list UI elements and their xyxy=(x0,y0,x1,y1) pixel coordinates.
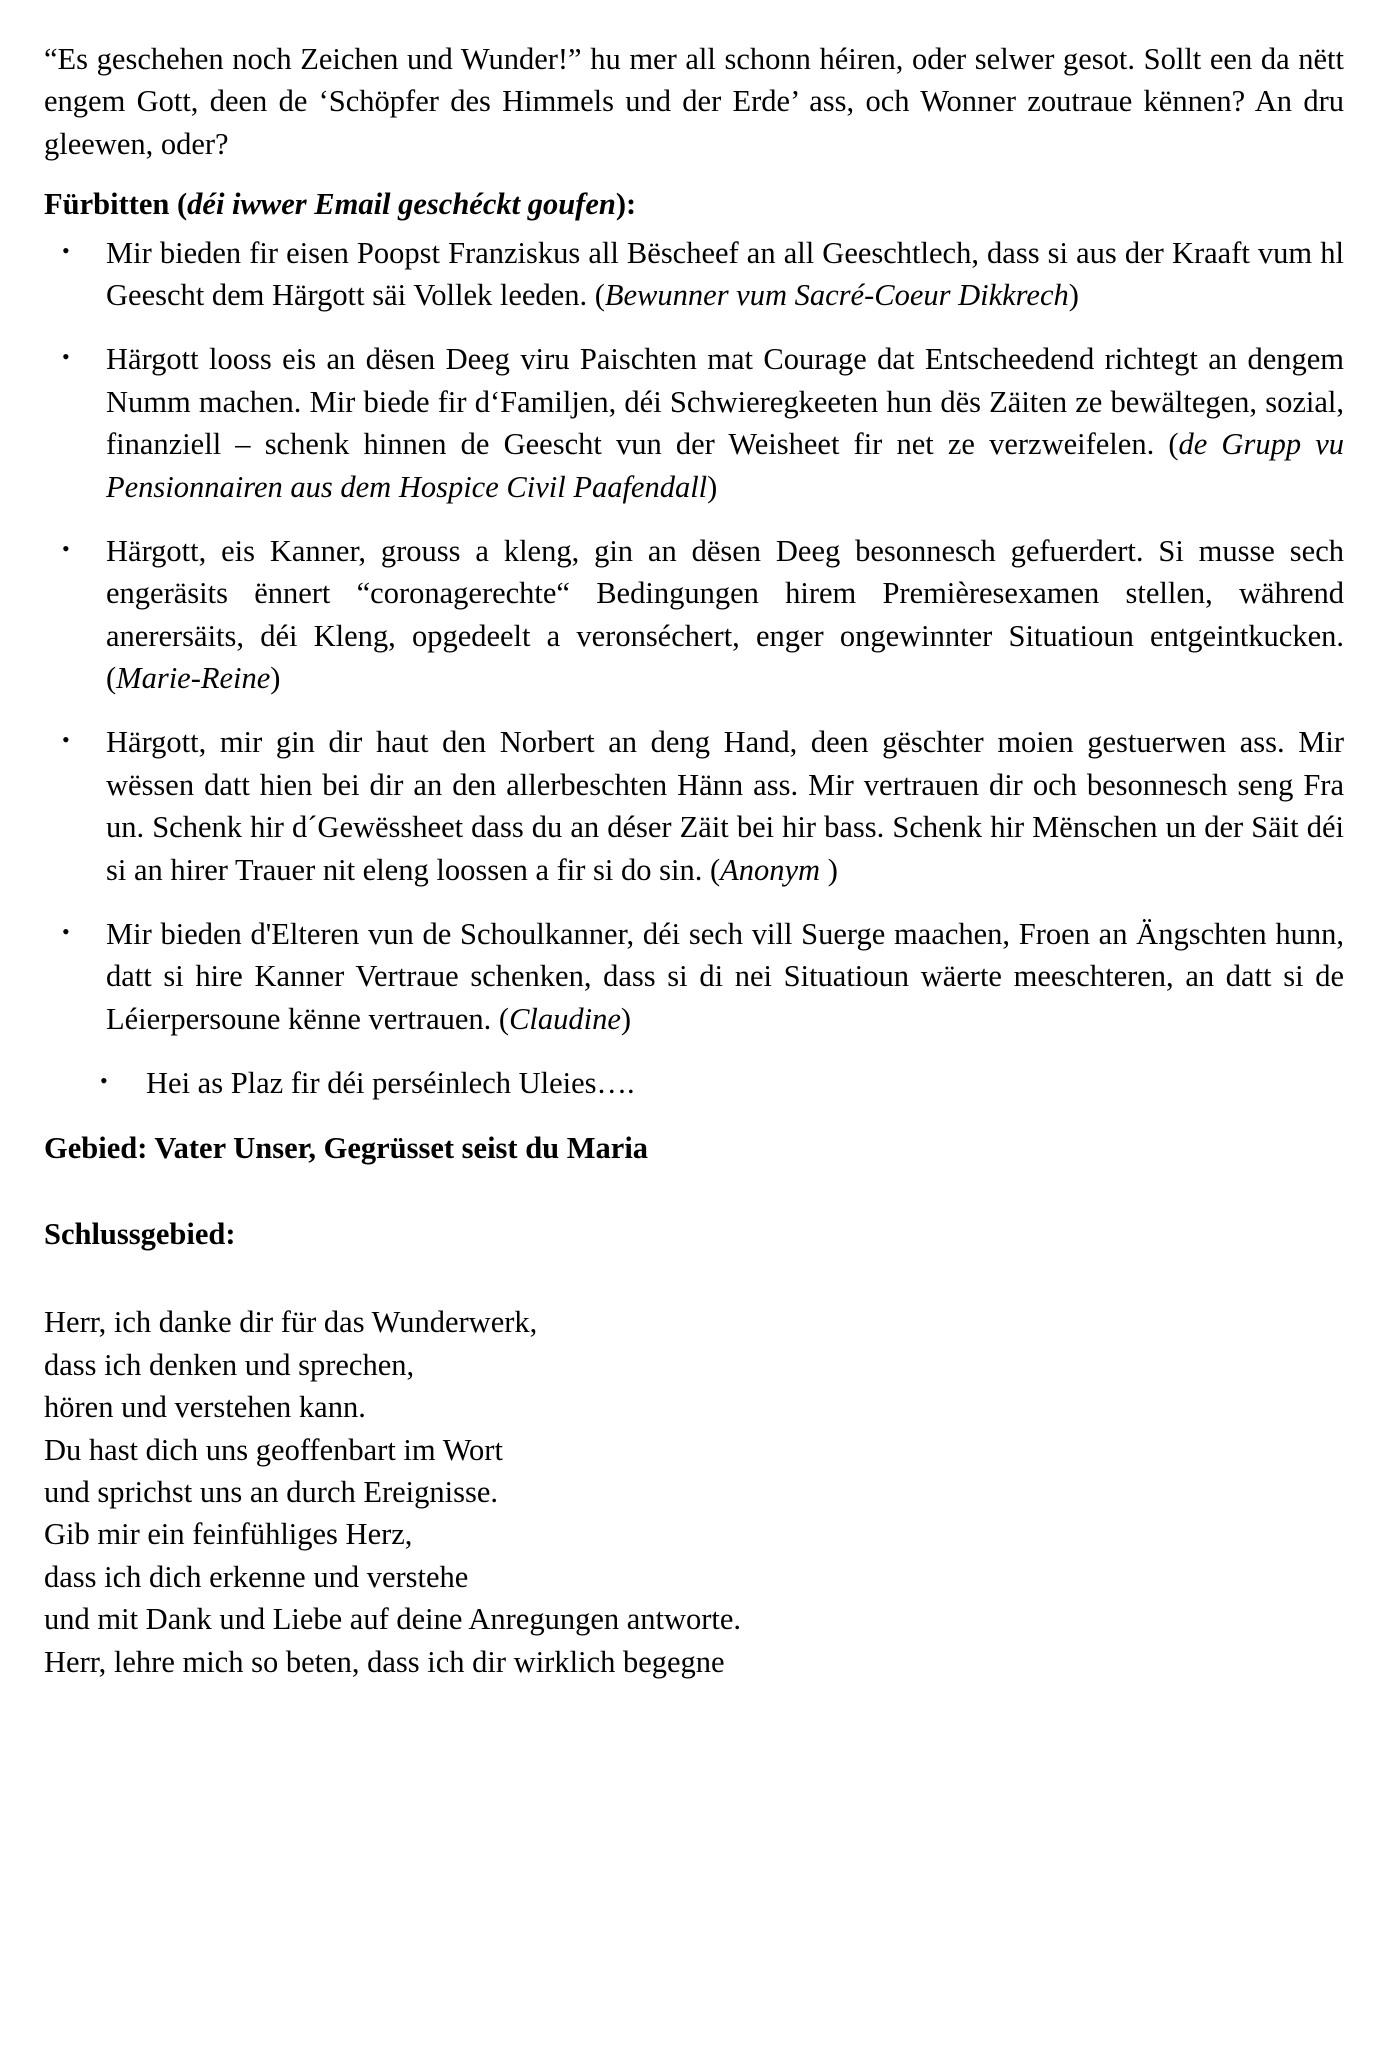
petition-attribution: Marie-Reine xyxy=(116,661,271,696)
prayer-line: Herr, ich danke dir für das Wunderwerk, xyxy=(44,1305,538,1340)
list-item xyxy=(44,530,1346,700)
prayer-line: Du hast dich uns geoffenbart im Wort xyxy=(44,1432,503,1467)
petition-attribution: de Grupp vu Pensionnairen aus dem Hospice Civil Paafendall xyxy=(106,427,1344,504)
petition-text: Mir bieden d'Elteren vun de Schoulkanner, déi sech vill Suerge maachen, Froen an Ängschten hunn, datt si hire Kanner Vertraue schenken, dass si di nei Situatioun wäerte meeschteren, an datt si de Léierpersoune kënne vertrauen. ( xyxy=(106,917,1344,1036)
petitions-heading xyxy=(44,183,1346,225)
intro-paragraph: “Es geschehen noch Zeichen und Wunder!” hu mer all schonn héiren, oder selwer gesot. Sollt een da nëtt engem Gott, deen de ‘Schöpfer des Himmels und der Erde’ ass, och Wonner zoutraue kënnen? An dru gleewen, oder? xyxy=(44,42,1344,161)
petitions-heading-italic: déi iwwer Email geschéckt goufen xyxy=(187,187,616,222)
closing-heading: Schlussgebied: xyxy=(44,1216,236,1251)
petition-text: Mir bieden fir eisen Poopst Franziskus all Bëscheef an all Geeschtlech, dass si aus der Kraaft vum hl Geescht dem Härgott säi Vollek leeden. ( xyxy=(106,235,1344,312)
petition-closing: ) xyxy=(270,661,281,696)
list-item xyxy=(44,721,1346,891)
petition-closing: ) xyxy=(1068,277,1079,312)
petitions-list xyxy=(44,232,1346,1105)
prayer-line: und sprichst uns an durch Ereignisse. xyxy=(44,1474,499,1509)
petitions-heading-prefix: Fürbitten ( xyxy=(44,187,188,222)
list-item-sub xyxy=(44,1062,1346,1104)
prayer-heading: Gebied: Vater Unser, Gegrüsset seist du Maria xyxy=(44,1130,649,1165)
prayer-line: hören und verstehen kann. xyxy=(44,1390,366,1425)
prayer-line: dass ich denken und sprechen, xyxy=(44,1347,415,1382)
prayer-line: und mit Dank und Liebe auf deine Anregungen antworte. xyxy=(44,1602,742,1637)
closing-prayer xyxy=(44,1301,1346,1683)
prayer-line: dass ich dich erkenne und verstehe xyxy=(44,1559,469,1594)
sub-petition-text: Hei as Plaz fir déi perséinlech Uleies…. xyxy=(146,1066,635,1101)
petition-attribution: Anonym xyxy=(720,852,828,887)
petition-closing: ) xyxy=(707,469,718,504)
petition-text: Härgott looss eis an dësen Deeg viru Paischten mat Courage dat Entscheedend richtegt an dengem Numm machen. Mir biede fir d‘Familjen, déi Schwieregkeeten hun dës Zäiten ze bewältegen, sozial, finanziell – schenk hinnen de Geescht vun der Weisheet fir net ze verzweifelen. ( xyxy=(106,342,1344,462)
list-item xyxy=(44,338,1346,508)
prayer-line: Herr, lehre mich so beten, dass ich dir wirklich begegne xyxy=(44,1644,725,1679)
list-item xyxy=(44,913,1346,1040)
petition-text: Härgott, mir gin dir haut den Norbert an deng Hand, deen gëschter moien gestuerwen ass. Mir wëssen datt hien bei dir an den allerbeschten Hänn ass. Mir vertrauen dir och besonnesch seng Fra un. Schenk hir d´Gewëssheet dass du an déser Zäit bei hir bass. Schenk hir Mënschen un der Säit déi si an hirer Trauer nit eleng loossen a fir si do sin. ( xyxy=(106,725,1344,887)
prayer-line: Gib mir ein feinfühliges Herz, xyxy=(44,1517,413,1552)
petition-text: Härgott, eis Kanner, grouss a kleng, gin an dësen Deeg besonnesch gefuerdert. Si musse sech engeräsits ënnert “coronagerechte“ Bedingungen hirem Premièresexamen stellen, während anerersäits, déi Kleng, opgedeelt a veronséchert, enger ongewinnter Situatioun entgeintkucken. ( xyxy=(106,533,1344,696)
petition-attribution: Claudine xyxy=(509,1001,621,1036)
petition-attribution: Bewunner vum Sacré-Coeur Dikkrech xyxy=(604,277,1069,312)
list-item xyxy=(44,232,1346,317)
petitions-heading-suffix: ): xyxy=(615,187,637,222)
petition-closing: ) xyxy=(620,1001,632,1036)
petition-closing: ) xyxy=(827,852,838,887)
